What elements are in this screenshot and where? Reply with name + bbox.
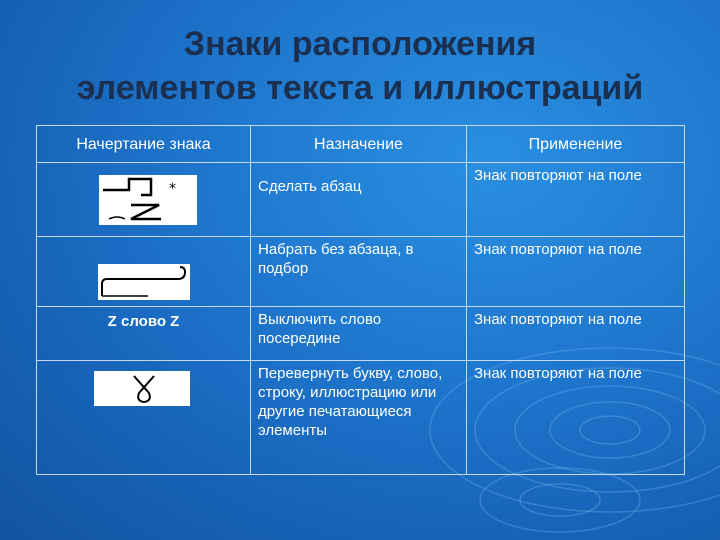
usage-cell bbox=[467, 237, 685, 307]
title-line-2: элементов текста и иллюстраций bbox=[76, 69, 644, 107]
purpose-cell bbox=[251, 237, 467, 307]
header-usage: Применение bbox=[467, 126, 685, 163]
purpose-cell bbox=[251, 163, 467, 237]
title-line-1: Знаки расположения bbox=[183, 25, 537, 63]
signs-table bbox=[36, 125, 685, 475]
header-sign: Начертание знака bbox=[37, 126, 251, 163]
header-purpose: Назначение bbox=[251, 126, 467, 163]
purpose-text: Сделать абзац bbox=[258, 178, 362, 195]
usage-cell bbox=[467, 307, 685, 361]
usage-text: Знак повторяют на поле bbox=[474, 241, 642, 258]
sign-cell bbox=[37, 307, 251, 361]
run-in-hook-icon bbox=[98, 264, 190, 300]
purpose-cell bbox=[251, 361, 467, 475]
table-row bbox=[37, 163, 685, 237]
purpose-text: Набрать без абзаца, в подбор bbox=[258, 241, 414, 277]
center-word-sign: Z слово Z bbox=[107, 313, 180, 330]
usage-cell bbox=[467, 163, 685, 237]
table-header-row bbox=[37, 126, 685, 163]
svg-text:*: * bbox=[169, 181, 176, 197]
usage-text: Знак повторяют на поле bbox=[474, 365, 642, 382]
sign-cell bbox=[37, 163, 251, 237]
usage-text: Знак повторяют на поле bbox=[474, 167, 642, 184]
table-row bbox=[37, 237, 685, 307]
usage-cell bbox=[467, 361, 685, 475]
purpose-text: Перевернуть букву, слово, строку, иллюстрацию или другие печатающиеся элементы bbox=[258, 365, 443, 439]
usage-text: Знак повторяют на поле bbox=[474, 311, 642, 328]
turn-over-loop-icon bbox=[94, 371, 190, 406]
sign-cell bbox=[37, 237, 251, 307]
table-row bbox=[37, 361, 685, 475]
table-row bbox=[37, 307, 685, 361]
purpose-cell bbox=[251, 307, 467, 361]
sign-cell bbox=[37, 361, 251, 475]
purpose-text: Выключить слово посередине bbox=[258, 311, 382, 347]
page-title bbox=[0, 22, 720, 110]
paragraph-mark-icon bbox=[99, 175, 197, 225]
